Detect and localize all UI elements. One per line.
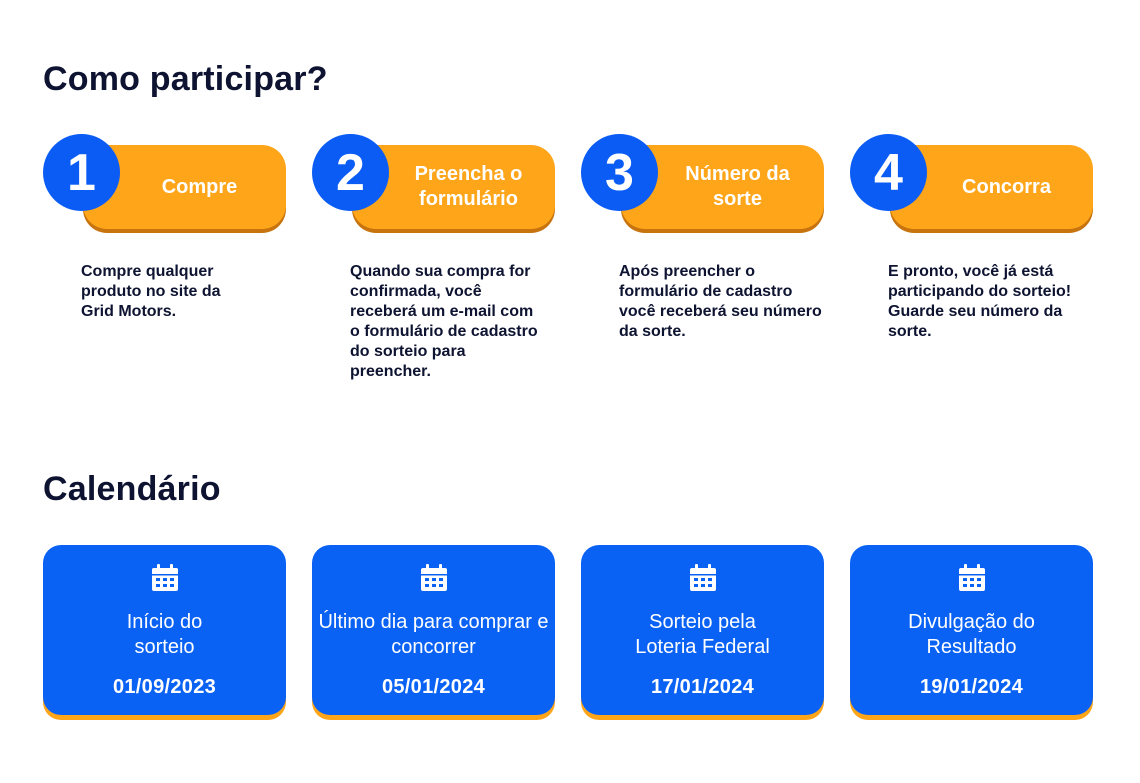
calendar-card-last-day <box>312 545 555 715</box>
calendar-card-start <box>43 545 286 715</box>
calendar-card-date: 01/09/2023 <box>112 676 217 698</box>
calendar-icon <box>688 563 718 593</box>
calendar-card-draw <box>581 545 824 715</box>
calendar-icon <box>957 563 987 593</box>
calendar-card-label: Sorteio pela Loteria Federal <box>635 611 770 658</box>
calendar-card-date: 05/01/2024 <box>381 676 486 698</box>
step-description: Após preencher o formulário de cadastro você receberá seu número da sorte. <box>619 263 822 340</box>
step-4 <box>850 134 1095 394</box>
calendar-card-date: 17/01/2024 <box>650 676 755 698</box>
step-number: 3 <box>581 134 658 211</box>
step-description: E pronto, você já está participando do sorteio! Guarde seu número da sorte. <box>888 263 1072 340</box>
participate-title: Como participar? <box>43 60 328 98</box>
step-label: Número da sorte <box>685 163 790 210</box>
step-description: Quando sua compra for confirmada, você receberá um e-mail com o formulário de cadastro do sorteio para preencher. <box>350 263 538 380</box>
calendar-card-result <box>850 545 1093 715</box>
step-number: 4 <box>850 134 927 211</box>
step-1 <box>43 134 288 394</box>
step-2 <box>312 134 557 394</box>
calendar-card-date: 19/01/2024 <box>919 676 1024 698</box>
step-label: Compre <box>161 175 238 198</box>
step-description: Compre qualquer produto no site da Grid Motors. <box>81 263 221 320</box>
calendar-icon <box>150 563 180 593</box>
calendar-card-label: Divulgação do Resultado <box>908 611 1035 658</box>
calendar-title: Calendário <box>43 470 221 508</box>
step-number: 1 <box>43 134 120 211</box>
step-number: 2 <box>312 134 389 211</box>
step-label: Concorra <box>962 175 1051 198</box>
step-3 <box>581 134 826 394</box>
calendar-icon <box>419 563 449 593</box>
calendar-card-label: Início do sorteio <box>126 611 203 658</box>
calendar-card-label: Último dia para comprar e concorrer <box>318 611 549 658</box>
step-label: Preencha o formulário <box>414 163 523 210</box>
